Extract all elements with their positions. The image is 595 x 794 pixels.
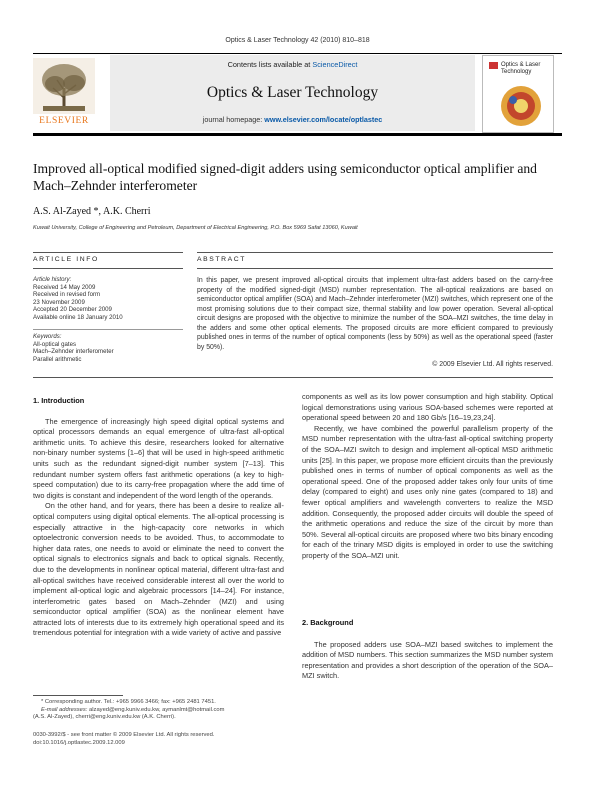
sciencedirect-link[interactable]: ScienceDirect (312, 60, 358, 69)
left-column (33, 396, 284, 639)
history-line: 23 November 2009 (33, 298, 85, 306)
article-title: Improved all-optical modified signed-digit adders using semiconductor optical amplifier and Mach–Zehnder interferometer (33, 161, 537, 193)
abstract-copyright: © 2009 Elsevier Ltd. All rights reserved. (432, 361, 553, 368)
footnote-rule (33, 695, 123, 696)
journal-homepage (110, 115, 475, 124)
keywords-rule (33, 329, 183, 330)
abstract-heading-rule (197, 268, 553, 269)
contents-line (110, 60, 475, 69)
elsevier-wordmark: ELSEVIER (39, 116, 89, 126)
journal-cover-thumbnail (482, 55, 554, 133)
info-heading-rule (33, 268, 183, 269)
email-label: E-mail addresses: (41, 706, 88, 713)
history-line: Received in revised form (33, 291, 101, 299)
footnotes (33, 699, 288, 722)
abstract-heading: ABSTRACT (197, 256, 247, 263)
abstract-text: In this paper, we present improved all-optical circuits that implement ultra-fast adders based on the carry-free property of the modified signed-digit (MSD) number representation. The all-optical realizations are based on semiconductor optical amplifier (SOA) and Mach–Zehnder interferometer (MZI) switches, which represent one of the most promising solutions due to their compact size, thermal stability and low power operation. Several all-optical circuit designs are proposed with the objective to minimize the number of the SOA–MZI switches, the time delay in the adders and some other optical elements. The proposed circuits are more efficient compared to previously published ones in terms of the number of optical components (less by 50%) as well as the operational speed (faster by 50%). (197, 277, 553, 351)
background-paragraph-1: The proposed adders use SOA–MZI based switches to implement the addition of MSD numbers. This section summarizes the MSD number system representation and provides a short description of the operation of the SOA–MZI switch. (302, 639, 553, 681)
corresponding-author-note: * Corresponding author. Tel.: +965 9966 3466; fax: +965 2481 7451. (41, 699, 216, 705)
journal-citation: Optics & Laser Technology 42 (2010) 810–818 (225, 37, 370, 44)
keywords-block (33, 333, 183, 363)
issn-line: 0030-3992/$ - see front matter © 2009 Elsevier Ltd. All rights reserved. (33, 732, 215, 738)
article-history (33, 276, 183, 322)
history-line: Received 14 May 2009 (33, 283, 96, 291)
homepage-link[interactable]: www.elsevier.com/locate/optlastec (264, 115, 383, 124)
section-heading-background: 2. Background (302, 618, 354, 627)
abstract-top-rule (197, 252, 553, 253)
header-top-rule (33, 53, 562, 54)
intro-paragraph-2: On the other hand, and for years, there has been a desire to realize all-optical computers using digital optical elements. The all-optical processing is especially attractive in the high-capacity core networks in which optoelectronic conversion needs to be avoided. Thus, to accommodate to higher data rates, one needs to avoid or eliminate the need to convert the optical signals to electronics signals and back to optical signals. Recently, due to the developments in nonlinear optical material, different ultra-fast and all-optical switches have received considerable interest all over the world to implement all-optical logic and algebraic processors [14–24]. For instance, interferometric gates based on Mach–Zehnder (MZI) and using semiconductor optical amplifier (SOA) as the nonlinear element have attracted lots of interests due to its extremely high operational speed and its tremendous potential for integration with a wide variety of active and passive (33, 501, 284, 638)
article-authors: A.S. Al-Zayed *, A.K. Cherri (33, 206, 151, 217)
issn-doi (33, 732, 288, 747)
history-line: Available online 18 January 2010 (33, 313, 123, 321)
keywords-label: Keywords: (33, 333, 62, 340)
info-top-rule (33, 252, 183, 253)
journal-name: Optics & Laser Technology (206, 84, 379, 101)
email-addresses: alzayed@eng.kuniv.edu.kw, aymanlmt@hotmail.com (89, 706, 225, 713)
author-affiliation: Kuwait University, College of Engineering and Petroleum, Department of Electrical Engineering, P.O. Box 5969 Safat 13060, Kuwait (33, 225, 358, 231)
history-label: Article history: (33, 276, 72, 283)
abstract-bottom-rule (33, 377, 553, 378)
right-paragraph-1: components as well as its low power consumption and high stability. Optical logical demonstrations using various SOA-based schemes were reported at operational speed between 20 and 180 Gb/s [16–19,23,24]. (302, 392, 553, 423)
email-owners: (A.S. Al-Zayed), cherri@eng.kuniv.edu.kw (A.K. Cherri). (33, 714, 176, 721)
background-section (302, 618, 553, 682)
right-column (302, 392, 553, 562)
contents-prefix: Contents lists available at (227, 60, 311, 69)
history-line: Accepted 20 December 2009 (33, 306, 112, 314)
article-info-heading: ARTICLE INFO (33, 256, 99, 263)
intro-paragraph-1: The emergence of increasingly high speed digital optical systems and optical processors demands an equal emergence of ultra-fast all-optical arithmetic units. To achieve this desire, researchers looked for alternative non-binary number systems [1–6] that will be used in high-speed arithmetic units such as the redundant signed-digit number system [7–13]. This redundant number system offers fast arithmetic operations (a key to high-speed computation) due to its carry-free propagation where the add time of two digits is constant and independent of the word length of the operands. (33, 416, 284, 500)
right-paragraph-2: Recently, we have combined the powerful parallelism property of the MSD number representation with the ultra-fast all-optical switching property of the SOA–MZI switch to design and implement all-optical MSD arithmetic units [25]. In this paper, we propose more efficient circuits than the previously published ones in terms of number of optical components as well as the operational speed. One of the proposed adder takes only four units of time delay (compared to eight) and uses only nine gates (compared to 18) and fewer optical amplifiers and wavelength converters to realize the MSD addition. Consequently, the proposed adder circuits will double the speed of the arithmetic operations and reduce the size of the circuit by more than 50%. Several all-optical circuits are proposed where two bits binary encoding for each of the trinary MSD digits is employed in order to use the switching property of the SOA–MZI unit. (302, 423, 553, 560)
doi-line: doi:10.1016/j.optlastec.2009.12.009 (33, 739, 125, 746)
homepage-prefix: journal homepage: (202, 115, 263, 124)
cover-title: Optics & Laser Technology (501, 62, 541, 75)
keyword: Parallel arithmetic (33, 355, 82, 363)
section-heading-introduction: 1. Introduction (33, 396, 85, 405)
keyword: All-optical gates (33, 340, 77, 348)
keyword: Mach–Zehnder interferometer (33, 348, 114, 356)
